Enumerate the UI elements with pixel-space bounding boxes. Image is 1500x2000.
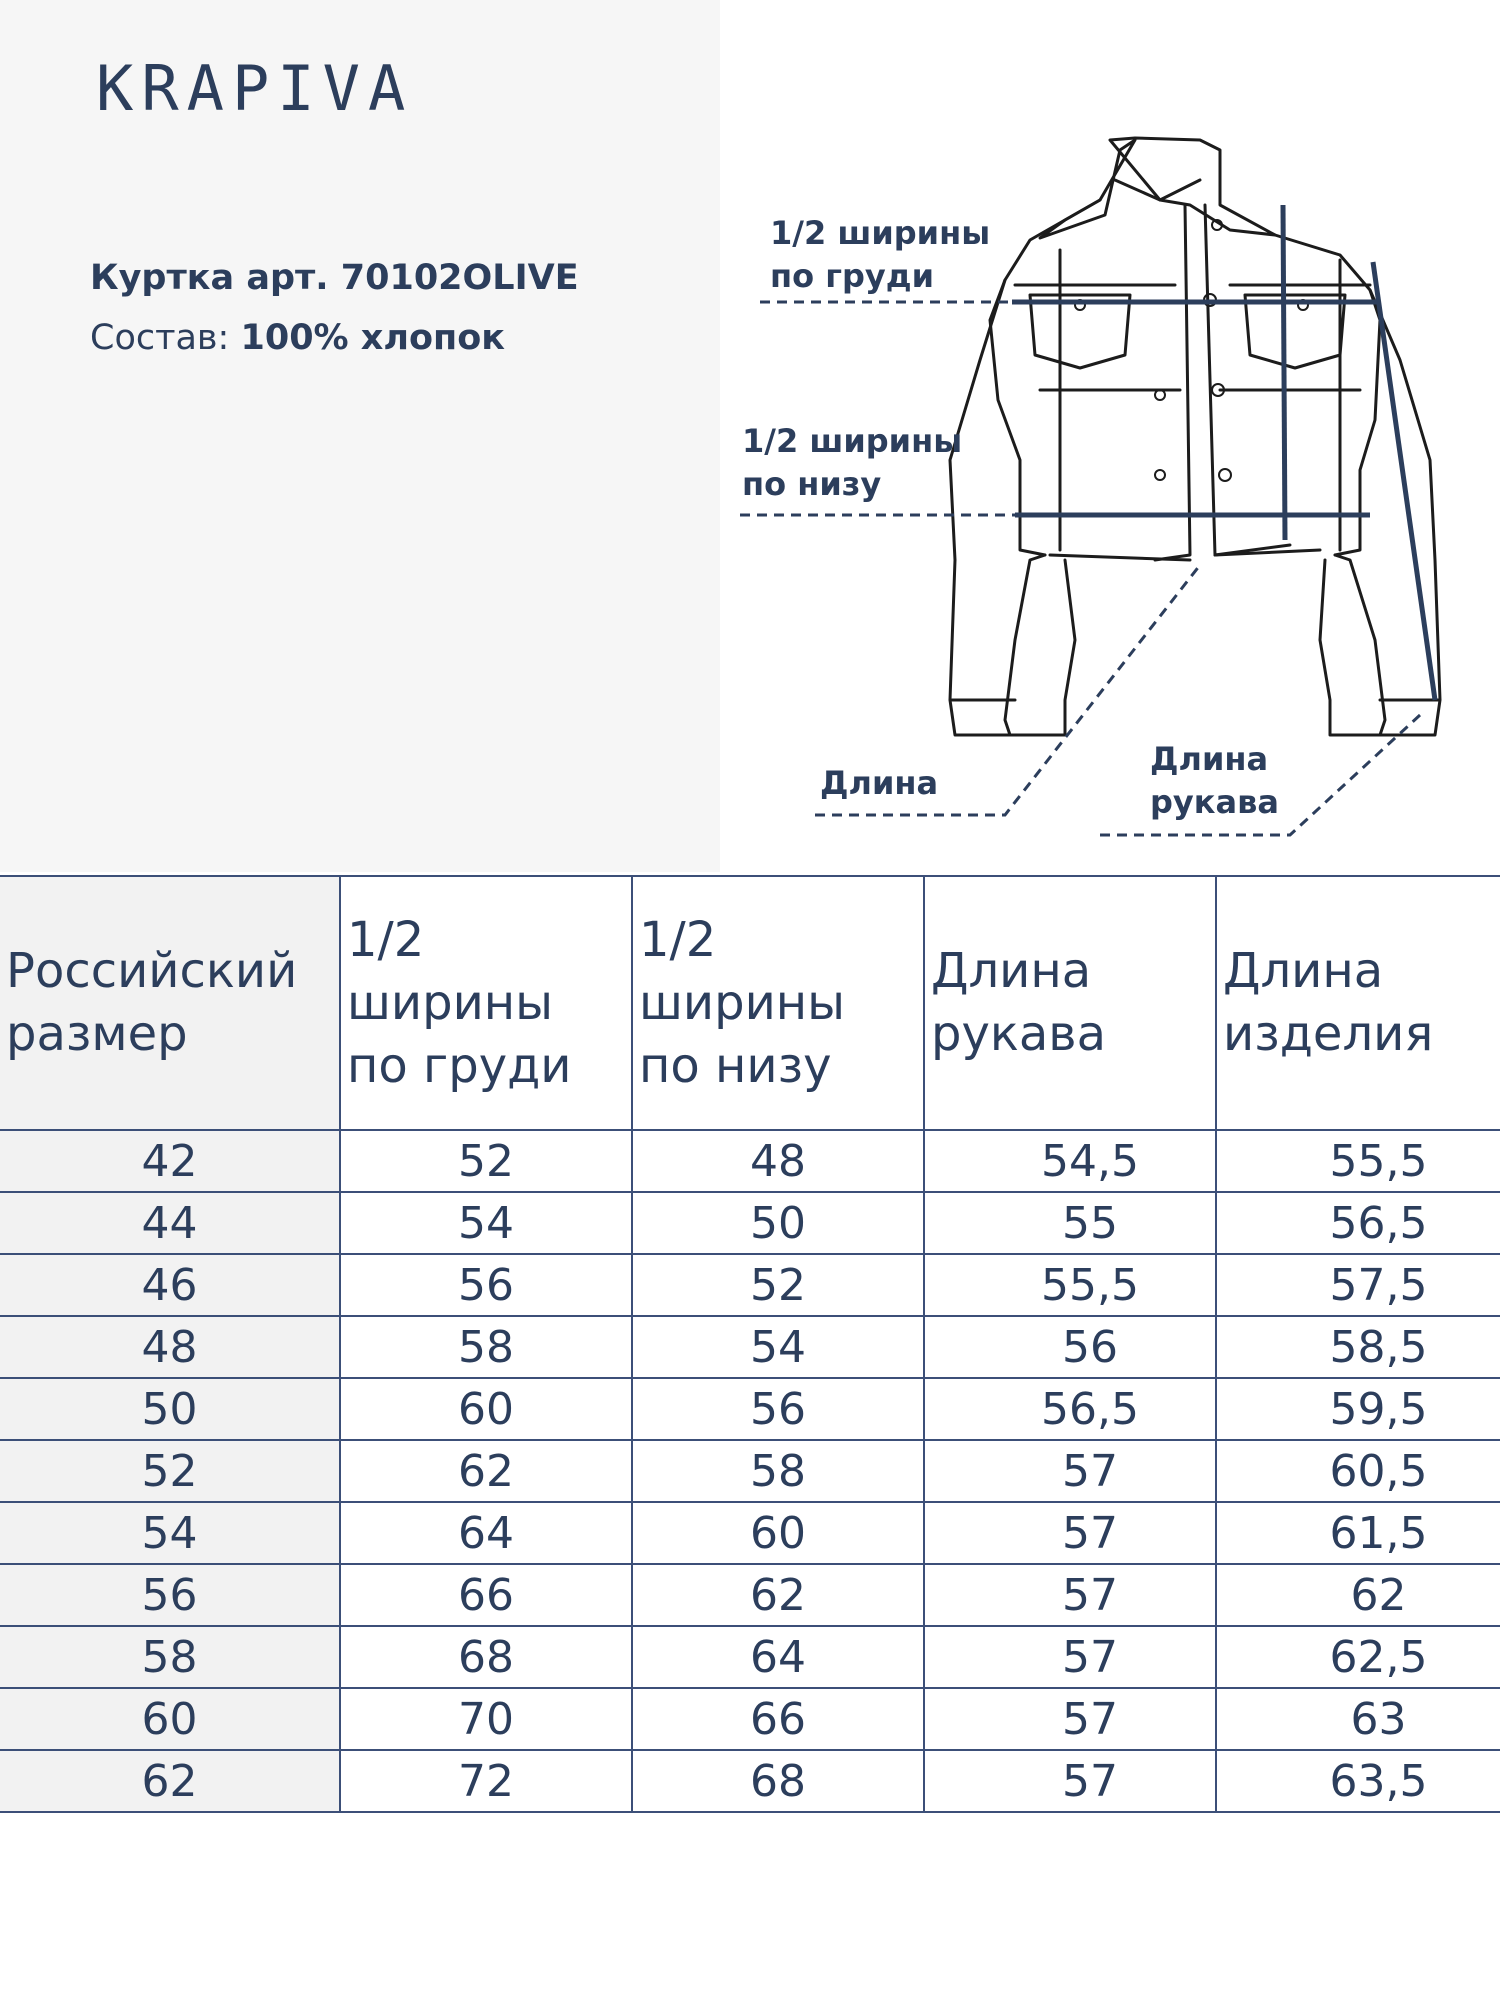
cell-size: 46	[0, 1254, 340, 1316]
header-hem-half-width	[632, 876, 924, 1130]
cell-hem: 58	[632, 1440, 924, 1502]
cell-size: 48	[0, 1316, 340, 1378]
cell-length: 62	[1216, 1564, 1500, 1626]
cell-length: 58,5	[1216, 1316, 1500, 1378]
cell-length: 61,5	[1216, 1502, 1500, 1564]
cell-size: 62	[0, 1750, 340, 1812]
cell-sleeve: 57	[924, 1626, 1216, 1688]
header-text: 1/2	[347, 911, 425, 968]
cell-size: 58	[0, 1626, 340, 1688]
cell-length: 63	[1216, 1688, 1500, 1750]
cell-hem: 54	[632, 1316, 924, 1378]
header-text: размер	[6, 1006, 188, 1062]
cell-size: 54	[0, 1502, 340, 1564]
cell-hem: 52	[632, 1254, 924, 1316]
header-text: ширины	[639, 974, 846, 1031]
table-row	[0, 1440, 1500, 1502]
cell-hem: 50	[632, 1192, 924, 1254]
header-chest-half-width	[340, 876, 632, 1130]
cell-chest: 70	[340, 1688, 632, 1750]
cell-length: 62,5	[1216, 1626, 1500, 1688]
label-sleeve-length	[1150, 738, 1279, 824]
cell-size: 52	[0, 1440, 340, 1502]
cell-chest: 64	[340, 1502, 632, 1564]
label-sleeve-line1: Длина	[1150, 740, 1269, 778]
table-row	[0, 1688, 1500, 1750]
cell-hem: 48	[632, 1130, 924, 1192]
header-russian-size	[0, 876, 340, 1130]
label-hem-half-width	[742, 420, 962, 506]
cell-hem: 56	[632, 1378, 924, 1440]
label-hem-line2: по низу	[742, 465, 882, 503]
product-composition	[90, 318, 505, 358]
header-sleeve-length	[924, 876, 1216, 1130]
table-header-row	[0, 876, 1500, 1130]
header-text: по груди	[347, 1037, 572, 1094]
table-row	[0, 1378, 1500, 1440]
cell-chest: 58	[340, 1316, 632, 1378]
cell-chest: 52	[340, 1130, 632, 1192]
label-sleeve-line2: рукава	[1150, 783, 1279, 821]
cell-chest: 56	[340, 1254, 632, 1316]
info-panel	[0, 0, 720, 872]
cell-sleeve: 57	[924, 1502, 1216, 1564]
table-row	[0, 1254, 1500, 1316]
cell-sleeve: 54,5	[924, 1130, 1216, 1192]
cell-length: 55,5	[1216, 1130, 1500, 1192]
cell-length: 56,5	[1216, 1192, 1500, 1254]
header-text: по низу	[639, 1037, 832, 1094]
cell-sleeve: 55	[924, 1192, 1216, 1254]
product-title: Куртка арт. 70102OLIVE	[90, 258, 579, 298]
composition-label: Состав:	[90, 318, 241, 358]
label-chest-line2: по груди	[770, 257, 934, 295]
cell-hem: 62	[632, 1564, 924, 1626]
cell-chest: 62	[340, 1440, 632, 1502]
cell-length: 63,5	[1216, 1750, 1500, 1812]
table-row	[0, 1750, 1500, 1812]
table-row	[0, 1316, 1500, 1378]
cell-sleeve: 56,5	[924, 1378, 1216, 1440]
cell-hem: 64	[632, 1626, 924, 1688]
cell-length: 57,5	[1216, 1254, 1500, 1316]
cell-chest: 66	[340, 1564, 632, 1626]
cell-size: 60	[0, 1688, 340, 1750]
header-text: Длина	[1223, 943, 1384, 999]
header-text: Российский	[6, 943, 298, 999]
header-garment-length	[1216, 876, 1500, 1130]
size-table	[0, 875, 1500, 1813]
cell-sleeve: 57	[924, 1564, 1216, 1626]
cell-hem: 66	[632, 1688, 924, 1750]
cell-chest: 68	[340, 1626, 632, 1688]
cell-sleeve: 56	[924, 1316, 1216, 1378]
table-row	[0, 1626, 1500, 1688]
table-row	[0, 1502, 1500, 1564]
label-hem-line1: 1/2 ширины	[742, 422, 963, 460]
composition-value: 100% хлопок	[240, 318, 506, 358]
cell-sleeve: 57	[924, 1440, 1216, 1502]
brand-logo: KRAPIVA	[96, 52, 414, 125]
header-text: рукава	[931, 1006, 1106, 1062]
cell-hem: 60	[632, 1502, 924, 1564]
cell-sleeve: 57	[924, 1688, 1216, 1750]
cell-sleeve: 57	[924, 1750, 1216, 1812]
cell-size: 56	[0, 1564, 340, 1626]
header-text: изделия	[1223, 1006, 1434, 1062]
cell-chest: 54	[340, 1192, 632, 1254]
table-row	[0, 1130, 1500, 1192]
label-chest-line1: 1/2 ширины	[770, 214, 991, 252]
header-text: Длина	[931, 943, 1092, 999]
cell-chest: 72	[340, 1750, 632, 1812]
cell-size: 42	[0, 1130, 340, 1192]
table-row	[0, 1192, 1500, 1254]
cell-length: 60,5	[1216, 1440, 1500, 1502]
cell-sleeve: 55,5	[924, 1254, 1216, 1316]
header-text: ширины	[347, 974, 554, 1031]
cell-size: 44	[0, 1192, 340, 1254]
cell-length: 59,5	[1216, 1378, 1500, 1440]
cell-chest: 60	[340, 1378, 632, 1440]
cell-hem: 68	[632, 1750, 924, 1812]
cell-size: 50	[0, 1378, 340, 1440]
label-chest-half-width	[770, 212, 990, 298]
jacket-diagram	[720, 0, 1500, 872]
label-length: Длина	[820, 764, 939, 802]
table-row	[0, 1564, 1500, 1626]
header-text: 1/2	[639, 911, 717, 968]
